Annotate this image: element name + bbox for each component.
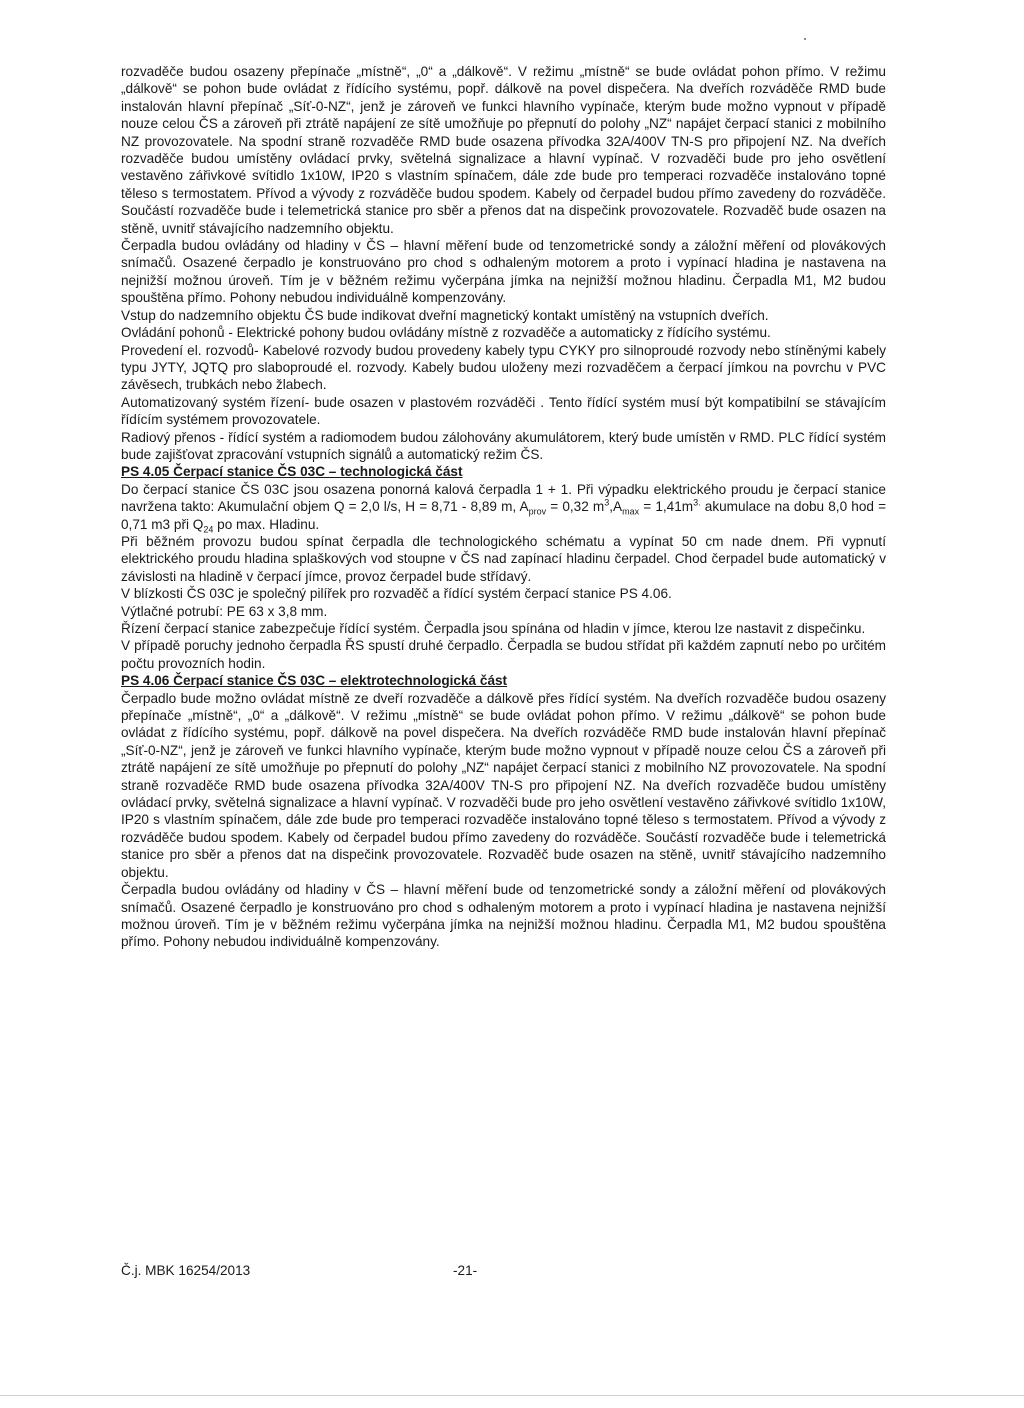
- paragraph-formula: [121, 481, 886, 533]
- text-run: akumulace na dobu 8,0 hod = 0,71 m3 při Q: [121, 499, 887, 532]
- paragraph: Vstup do nadzemního objektu ČS bude indikovat dveřní magnetický kontakt umístěný na vstupních dveřích.: [121, 307, 769, 323]
- section-heading: PS 4.05 Čerpací stanice ČS 03C – technologická část: [121, 464, 463, 480]
- document-page: [121, 63, 886, 951]
- paragraph: Čerpadla budou ovládány od hladiny v ČS – hlavní měření bude od tenzometrické sondy a záložní měření od plovákových snímačů. Osazené čerpadlo je konstruováno pro chod s odhaleným motorem a proto i vypínací hladina je nastavena na nejnižší možnou úroveň. Tím je v běžném režimu vyčerpána jímka na nejnižší možnou hladinu. Čerpadla M1, M2 budou spouštěna přímo. Pohony nebudou individuálně kompenzovány.: [121, 238, 886, 306]
- paragraph: Provedení el. rozvodů- Kabelové rozvody budou provedeny kabely typu CYKY pro silnoproudé rozvody nebo stíněnými kabely typu JYTY, JQTQ pro slaboproudé el. rozvody. Kabely budou uloženy mezi rozvaděčem a čerpací jímkou na povrchu v PVC závěsech, trubkách nebo žlabech.: [121, 342, 886, 393]
- subscript: 24: [203, 524, 214, 535]
- text-run: Do čerpací stanice ČS 03C jsou osazena ponorná kalová čerpadla 1 + 1. Při výpadku elektrického proudu je čerpací stanice navržena takto: Akumulační objem Q = 2,0 l/s, H = 8,71 - 8,89 m, A: [121, 481, 886, 515]
- subscript: prov: [528, 506, 547, 517]
- text-run: ,A: [609, 499, 623, 515]
- scan-edge-line: [0, 1395, 1024, 1396]
- paragraph: Čerpadla budou ovládány od hladiny v ČS – hlavní měření bude od tenzometrické sondy a záložní měření od plovákových snímačů. Osazené čerpadlo je konstruováno pro chod s odhaleným motorem a proto i vypínací hladina je nastavena nejnižší možnou úroveň. Tím je v běžném režimu vyčerpána jímka na nejnižší možnou hladinu. Čerpadla M1, M2 budou spouštěna přímo. Pohony nebudou individuálně kompenzovány.: [121, 882, 886, 950]
- text-run: = 0,32 m: [546, 499, 605, 515]
- section-heading: PS 4.06 Čerpací stanice ČS 03C – elektrotechnologická část: [121, 673, 508, 689]
- paragraph: Při běžném provozu budou spínat čerpadla dle technologického schématu a vypínat 50 cm nade dnem. Při vypnutí elektrického proudu hladina splaškových vod stoupne v ČS nad zapínací hladinu čerpadel. Chod čerpadel bude automatický v závislosti na hladině v čerpací jímce, provoz čerpadel bude střídavý.: [121, 533, 886, 584]
- paragraph: Ovládání pohonů - Elektrické pohony budou ovládány místně z rozvaděče a automaticky z řídícího systému.: [121, 325, 771, 341]
- scan-speck: [804, 38, 806, 40]
- paragraph: Čerpadlo bude možno ovládat místně ze dveří rozvaděče a dálkově přes řídící systém. Na dveřích rozvaděče budou osazeny přepínače „místně“, „0“ a „dálkově“. V režimu „místně“ se bude ovládat pohon přímo. V režimu „dálkově“ se pohon bude ovládat z řídícího systému, popř. dálkově na povel dispečera. Na dveřích rozváděče RMD bude instalován hlavní přepínač „Síť-0-NZ“, jenž je zároveň ve funkci hlavního vypínače, kterým bude možno vypnout v případě nouze celou ČS a zároveň při ztrátě napájení ze sítě umožňuje po přepnutí do polohy „NZ“ napájet čerpací stanici z mobilního NZ provozovatele. Na spodní straně rozvaděče RMD bude osazena přívodka 32A/400V TN-S pro připojení NZ. Na dveřích rozvaděče budou umístěny ovládací prvky, světelná signalizace a hlavní vypínač. V rozvaděči bude pro jeho osvětlení vestavěno zářivkové svítidlo 1x10W, IP20 s vlastním spínačem, dále zde bude pro temperaci rozvaděče instalováno topné těleso s termostatem. Přívod a vývody z rozváděče budou spodem. Kabely od čerpadel budou přímo zavedeny do rozváděče. Součástí rozvaděče bude i telemetrická stanice pro sběr a přenos dat na dispečink provozovatele. Rozvaděč bude osazen na stěně, uvnitř stávajícího nadzemního objektu.: [121, 690, 886, 880]
- footer-page-number: -21-: [453, 1263, 478, 1278]
- paragraph: V případě poruchy jednoho čerpadla ŘS spustí druhé čerpadlo. Čerpadla se budou střídat při každém zapnutí nebo po určitém počtu provozních hodin.: [121, 638, 886, 671]
- paragraph: Automatizovaný systém řízení- bude osazen v plastovém rozváděči . Tento řídící systém musí být kompatibilní se stávajícím řídícím systémem provozovatele.: [121, 394, 886, 428]
- text-run: = 1,41m: [639, 499, 694, 515]
- superscript: 3.: [693, 497, 701, 508]
- footer-doc-ref: Č.j. MBK 16254/2013: [121, 1263, 251, 1278]
- paragraph: V blízkosti ČS 03C je společný pilířek pro rozvaděč a řídící systém čerpací stanice PS 4.06.: [121, 586, 672, 602]
- paragraph: Výtlačné potrubí: PE 63 x 3,8 mm.: [121, 603, 328, 619]
- paragraph: Radiový přenos - řídící systém a radiomodem budou zálohovány akumulátorem, který bude umístěn v RMD. PLC řídící systém bude zajišťovat zpracování vstupních signálů a automatický režim ČS.: [121, 429, 886, 462]
- subscript: max: [622, 506, 640, 517]
- paragraph: Řízení čerpací stanice zabezpečuje řídící systém. Čerpadla jsou spínána od hladin v jímce, kterou lze nastavit z dispečinku.: [121, 621, 866, 636]
- text-run: po max. Hladinu.: [213, 516, 320, 532]
- paragraph: rozvaděče budou osazeny přepínače „místně“, „0“ a „dálkově“. V režimu „místně“ se bude ovládat pohon přímo. V režimu „dálkově“ se pohon bude ovládat z řídícího systému, popř. dálkově na povel dispečera. Na dveřích rozváděče RMD bude instalován hlavní přepínač „Síť-0-NZ“, jenž je zároveň ve funkci hlavního vypínače, kterým bude možno vypnout v případě nouze celou ČS a zároveň při ztrátě napájení ze sítě umožňuje po přepnutí do polohy „NZ“ napájet čerpací stanici z mobilního NZ provozovatele. Na spodní straně rozvaděče RMD bude osazena přívodka 32A/400V TN-S pro připojení NZ. Na dveřích rozvaděče budou umístěny ovládací prvky, světelná signalizace a hlavní vypínač. V rozvaděči bude pro jeho osvětlení vestavěno zářivkové svítidlo 1x10W, IP20 s vlastním spínačem, dále zde bude pro temperaci rozvaděče instalováno topné těleso s termostatem. Přívod a vývody z rozváděče budou spodem. Kabely od čerpadel budou přímo zavedeny do rozváděče. Součástí rozvaděče bude i telemetrická stanice pro sběr a přenos dat na dispečink provozovatele. Rozvaděč bude osazen na stěně, uvnitř stávajícího nadzemního objektu.: [121, 64, 886, 236]
- superscript: 3: [604, 497, 610, 508]
